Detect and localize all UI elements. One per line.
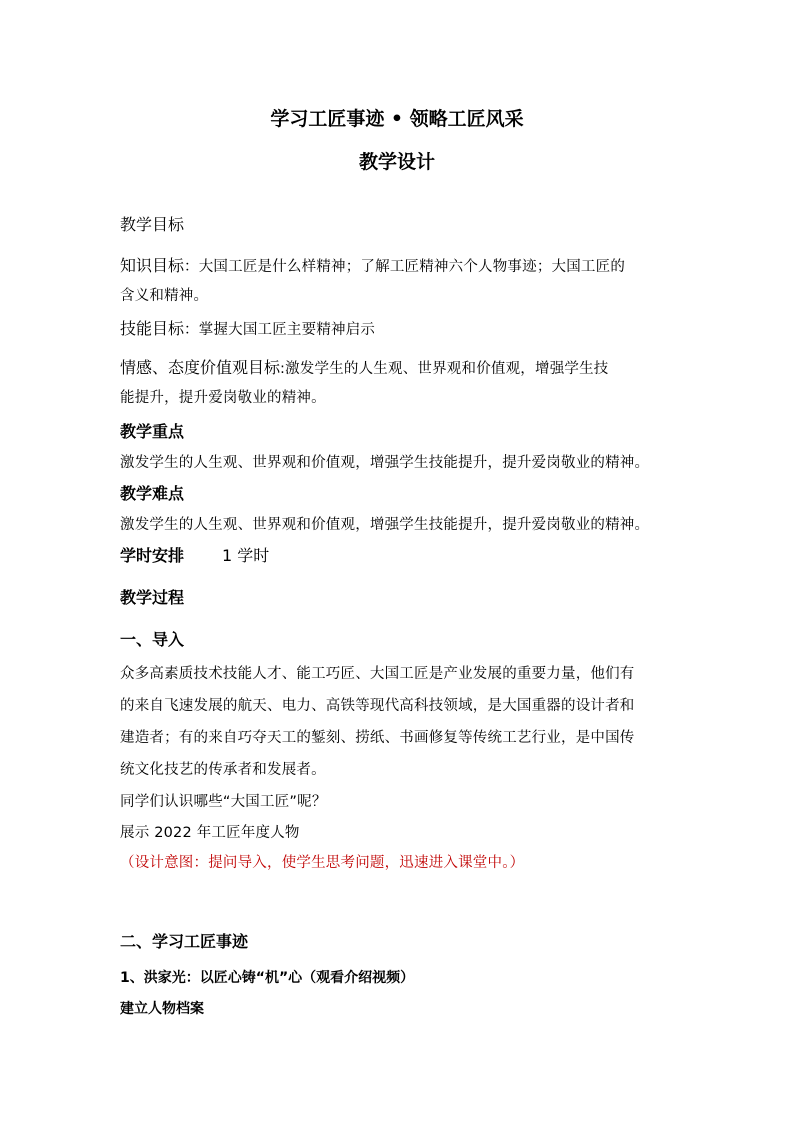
knowledge-goal-label: 知识目标 <box>120 256 185 275</box>
section1-heading: 一、导入 <box>120 630 185 649</box>
process-heading: 教学过程 <box>120 588 185 607</box>
section2-heading: 二、学习工匠事迹 <box>120 932 249 951</box>
design-intent-note: （设计意图：提问导入，使学生思考问题，迅速进入课堂中。） <box>120 855 525 871</box>
page-subtitle: 教学设计 <box>358 151 435 173</box>
page-title: 学习工匠事迹 • 领略工匠风采 <box>270 108 524 130</box>
knowledge-goal-text: ：大国工匠是什么样精神；了解工匠精神六个人物事迹；大国工匠的 <box>184 259 626 275</box>
item1-heading: 1、洪家光：以匠心铸“机”心（观看介绍视频） <box>120 970 415 986</box>
skill-goal-label: 技能目标 <box>120 319 185 338</box>
intro-paragraph-line3: 建造者；有的来自巧夺天工的錾刻、捞纸、书画修复等传统工艺行业，是中国传 <box>120 730 635 746</box>
schedule-value: 1 学时 <box>222 546 270 565</box>
emotion-goal-text: :激发学生的人生观、世界观和价值观，增强学生技 <box>280 361 609 377</box>
difficulties-text: 激发学生的人生观、世界观和价值观，增强学生技能提升，提升爱岗敬业的精神。 <box>120 517 650 533</box>
schedule-label: 学时安排 <box>120 546 185 565</box>
intro-paragraph-line2: 的来自飞速发展的航天、电力、高铁等现代高科技领域，是大国重器的设计者和 <box>120 698 635 714</box>
key-points-heading: 教学重点 <box>120 422 185 441</box>
emotion-goal-text-cont: 能提升，提升爱岗敬业的精神。 <box>120 390 326 406</box>
question-text: 同学们认识哪些“大国工匠”呢？ <box>120 794 327 810</box>
skill-goal-text: ：掌握大国工匠主要精神启示 <box>184 322 376 338</box>
intro-paragraph-line4: 统文化技艺的传承者和发展者。 <box>120 762 326 778</box>
intro-paragraph-line1: 众多高素质技术技能人才、能工巧匠、大国工匠是产业发展的重要力量，他们有 <box>120 666 635 682</box>
emotion-goal-label: 情感、态度价值观目标 <box>120 358 281 377</box>
show-text: 展示 2022 年工匠年度人物 <box>120 825 300 841</box>
emotion-goal <box>120 355 609 378</box>
key-points-text: 激发学生的人生观、世界观和价值观，增强学生技能提升，提升爱岗敬业的精神。 <box>120 455 650 471</box>
item1-subheading: 建立人物档案 <box>120 1001 204 1017</box>
skill-goal <box>120 316 375 339</box>
knowledge-goal-text-cont: 含义和精神。 <box>120 288 209 304</box>
difficulties-heading: 教学难点 <box>120 484 185 503</box>
knowledge-goal <box>120 253 625 276</box>
goals-heading: 教学目标 <box>120 215 185 234</box>
